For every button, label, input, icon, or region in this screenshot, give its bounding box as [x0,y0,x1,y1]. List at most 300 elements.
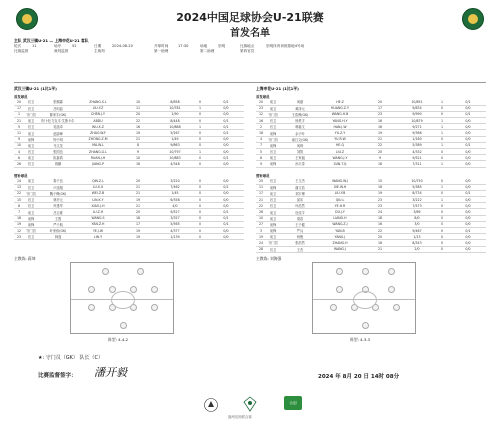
away-starters-label: 首发球员 [256,95,270,99]
player-cell: 何湛 [280,99,320,105]
player-cell: 0/0 [450,130,486,136]
sheet-title: 首发名单 [230,28,270,39]
player-cell: 前锋 [266,161,280,167]
player-cell: HE.Q [320,142,360,148]
player-cell: 18 [14,215,24,221]
player-row [14,234,244,240]
player-cell: 0/0 [450,105,486,111]
info-value: 崇明 [218,44,226,48]
player-cell: QIU.L [320,197,360,203]
info-value [32,49,54,54]
player-cell: 1 [434,118,450,124]
player-cell: 后卫 [266,197,280,203]
player-cell: 7/311 [400,161,434,167]
player-cell: 0 [434,203,450,209]
player-cell: 后卫 [266,124,280,130]
player-cell: 0 [434,234,450,240]
info-value: 52 [72,44,77,48]
player-cell: 0 [434,209,450,215]
player-cell: 王杰 [280,246,320,252]
player-cell: 9 [14,136,24,142]
player-cell: 16 [360,118,400,124]
player-cell: 0 [434,111,450,117]
player-cell: 19 [118,130,158,136]
player-cell: 16 [360,184,400,190]
info-value [72,49,94,54]
player-cell: 5/267 [158,130,192,136]
player-cell: 1/139 [158,234,192,240]
player-cell: 0/1 [450,190,486,196]
player-cell: 13 [14,184,24,190]
player-cell: LU.Z.H [78,209,118,215]
player-cell: 23 [14,234,24,240]
player-cell: 0 [434,155,450,161]
player-cell: 8/734 [400,190,434,196]
player-cell: 3/222 [400,197,434,203]
player-cell: YAN.Z.H [78,221,118,227]
player-cell: 守门员 [266,136,280,142]
home-formation-pitch [70,262,174,334]
home-subs-table [14,178,244,240]
player-cell: 20 [360,149,400,155]
player-row [14,161,244,167]
player-cell: 1/160 [400,136,434,142]
player-cell: YE.J.W [78,228,118,234]
player-cell: 0/1 [450,142,486,148]
player-cell: 阿卜杜力克木·艾斯卡尔 [38,118,78,124]
player-cell: 21 [118,136,158,142]
player-row [256,246,486,252]
player-cell: 0 [192,190,208,196]
player-cell: 21 [118,203,158,209]
player-cell: 前卫 [24,130,38,136]
player-cell: 0/0 [450,184,486,190]
player-cell: 0 [192,155,208,161]
player-cell: 后卫 [24,203,38,209]
player-cell: 19 [118,234,158,240]
player-cell: 9/521 [400,155,434,161]
player-cell: 6 [14,155,24,161]
player-cell: 1 [434,124,450,130]
player-cell: 前锋 [266,228,280,234]
player-cell: 0/1 [208,221,244,227]
formation-player-marker [109,304,116,311]
player-cell: 吴旭卓 [38,124,78,130]
player-cell: 11 [118,105,158,111]
player-cell: 0 [192,118,208,124]
player-cell: 0 [192,209,208,215]
player-cell: 俞日文(GK) [280,136,320,142]
info-value: 崇明体育训练基地4号场 [266,44,305,48]
player-cell: 后卫 [24,124,38,130]
player-cell: 2 [256,124,266,130]
player-cell: 0/0 [450,155,486,161]
player-cell: LIU.Z [320,149,360,155]
player-cell: 前卫 [266,155,280,161]
player-cell: 前卫 [266,209,280,215]
player-cell: 前卫 [24,118,38,124]
player-cell: 1 [434,99,450,105]
player-cell: 3 [256,228,266,234]
player-cell: 10/781 [158,105,192,111]
player-cell: 17 [360,105,400,111]
formation-player-marker [151,286,158,293]
player-cell: 7/462 [158,184,192,190]
formation-player-marker [362,286,369,293]
info-label: 开球时间 [154,44,169,48]
player-cell: YANG.J [320,234,360,240]
info-value [218,49,240,54]
player-cell: 9/863 [158,142,192,148]
home-team-name: 武汉三镇U-21 [14,86,40,91]
player-cell: 杜佳宇 [280,209,320,215]
player-cell: 0/0 [450,136,486,142]
player-cell: MA.W.L [78,142,118,148]
info-label: 比赛地点 [240,44,255,48]
player-cell: 9/467 [400,228,434,234]
player-cell: 0/0 [208,228,244,234]
player-cell: 0/0 [450,215,486,221]
player-cell: 0 [192,142,208,148]
player-cell: YU.Z.Y [320,130,360,136]
player-cell: 26 [14,161,24,167]
player-cell: 守门员 [266,111,280,117]
player-cell: 4/377 [158,228,192,234]
player-cell: 3/0 [400,221,434,227]
player-cell: 0/1 [208,130,244,136]
info-label: 比赛监督 [14,49,29,54]
player-cell: 17 [14,105,24,111]
player-cell: 0 [192,161,208,167]
player-cell: 3/89 [400,209,434,215]
player-cell: 0/1 [208,184,244,190]
player-cell: ZHANG.G.L [78,149,118,155]
player-cell: 1 [434,142,450,148]
player-cell: 24 [256,240,266,246]
away-team-score: 1比1平 [284,86,298,91]
player-cell: RUAN.J.H [78,155,118,161]
player-cell: 后卫 [266,149,280,155]
player-cell: 0/0 [208,203,244,209]
player-cell: 0 [434,215,450,221]
player-cell: 20 [118,209,158,215]
player-cell: 8/858 [158,99,192,105]
player-cell: 韩嘉文 [280,124,320,130]
player-cell: 0/0 [450,178,486,184]
info-value [266,49,486,54]
player-cell: 5 [256,149,266,155]
player-cell: WANG.W.J [320,178,360,184]
player-cell: 10/883 [158,155,192,161]
player-cell: 林逸 [38,234,78,240]
player-cell: 16 [118,124,158,130]
player-cell: 4 [256,136,266,142]
formation-player-marker [330,304,337,311]
player-cell: 0/0 [208,136,244,142]
player-cell: 16 [256,118,266,124]
player-cell: 0/1 [208,215,244,221]
divider [14,82,486,83]
player-cell: JIANG.P [78,161,118,167]
player-cell: 守门员 [24,190,38,196]
player-cell: QIN.Z.L [78,178,118,184]
player-cell: 14 [14,178,24,184]
player-cell: 前锋 [266,142,280,148]
player-cell: 0/0 [450,118,486,124]
player-cell: 0/0 [450,124,486,130]
player-cell: 18 [118,215,158,221]
player-cell: 0 [192,136,208,142]
player-cell: 21 [256,197,266,203]
formation-player-marker [130,304,137,311]
formation-player-marker [351,304,358,311]
info-label: 场地 [200,44,208,48]
player-cell: 24 [360,209,400,215]
player-row [256,161,486,167]
player-cell: 0 [434,240,450,246]
player-cell: ZHANG.S.L [78,99,118,105]
player-cell: 1/13 [400,234,434,240]
player-cell: YAN.B [320,228,360,234]
player-cell: 21 [360,246,400,252]
player-cell: 梁浩 [280,215,320,221]
info-label: 第一助理 [154,49,169,54]
home-starters-label: 首发球员 [14,95,28,99]
player-cell: 肖建华 [38,203,78,209]
player-cell: 21 [14,118,24,124]
player-cell: 16 [360,221,400,227]
player-cell: 6/358 [158,197,192,203]
player-cell: 3/327 [158,215,192,221]
player-cell: 前卫 [24,155,38,161]
player-cell: 吕志豪 [38,209,78,215]
formation-player-marker [388,268,395,275]
player-cell: 8/448 [158,118,192,124]
player-cell: 前锋 [24,221,38,227]
match-info-grid [14,44,486,55]
player-cell: 8 [14,203,24,209]
player-cell: 张顺霖 [38,99,78,105]
player-cell: 王子健 [280,221,320,227]
player-cell: 前锋 [266,184,280,190]
formation-player-marker [362,322,369,329]
formation-player-marker [388,286,395,293]
player-cell: 守门员 [24,228,38,234]
away-formation-pitch [312,262,416,334]
player-cell: 9/834 [400,105,434,111]
formation-player-marker [393,304,400,311]
info-value: 17:30 [178,44,189,48]
player-cell: SUN.T.Q [320,161,360,167]
player-cell: 0 [434,178,450,184]
formation-player-marker [362,268,369,275]
player-cell: 0/1 [208,155,244,161]
player-cell: 0 [434,228,450,234]
player-cell: 0 [192,111,208,117]
player-cell: 前锋 [24,215,38,221]
player-cell: 孙天奇 [280,161,320,167]
player-cell: 5/565 [158,221,192,227]
player-cell: 0/0 [208,178,244,184]
player-cell: 后卫 [266,178,280,184]
player-cell: 1/49 [158,136,192,142]
formation-player-marker [151,304,158,311]
player-cell: 17 [256,190,266,196]
player-cell: 蒋鹏 [38,161,78,167]
player-cell: 0/0 [450,161,486,167]
sponsor-emblem-icon [226,396,274,412]
player-cell: 19 [118,197,158,203]
home-team-header: 武汉三镇U-21 (1比1平) [14,86,57,91]
player-cell: 0/1 [208,118,244,124]
formation-player-marker [120,322,127,329]
player-cell: 10 [118,99,158,105]
player-cell: 12 [14,228,24,234]
info-label: 场序 [54,44,62,48]
player-cell: 7 [256,142,266,148]
player-cell: 钟子明 [38,136,78,142]
player-cell: 0 [192,228,208,234]
info-label: 第四官员 [240,49,255,54]
player-cell: 4/348 [158,161,192,167]
player-cell: 叶浩然 [280,203,320,209]
player-cell: 张国良 [38,149,78,155]
player-cell: 10/879 [400,118,434,124]
player-cell: DU.J.Y [320,209,360,215]
player-cell: YU.R.W [320,136,360,142]
home-starters-table [14,99,244,168]
player-cell: 9/990 [400,111,434,117]
player-cell: 22 [360,228,400,234]
player-cell: 1 [192,124,208,130]
player-cell: 后卫 [24,234,38,240]
player-cell: 22 [256,203,266,209]
player-cell: 1/90 [158,111,192,117]
player-cell: 张浩然 [280,240,320,246]
player-cell: 1 [434,184,450,190]
league-title: 2024中国足球协会U-21联赛 [176,11,324,24]
player-cell: 23 [256,105,266,111]
player-cell: 前卫 [24,142,38,148]
player-cell: 23 [360,111,400,117]
player-cell: HUANG.Z.Y [320,105,360,111]
player-cell: 0/0 [208,105,244,111]
player-cell: 王家毅 [280,155,320,161]
captain-legend: ★: 守门员（GK） 队长（C） [38,355,103,361]
player-cell: WEI.Z.B [78,190,118,196]
player-cell: 18 [360,215,400,221]
player-cell: LIN.K.Y [78,197,118,203]
player-cell: 7 [14,209,24,215]
player-cell: 7/573 [400,203,434,209]
player-cell: 0/1 [208,209,244,215]
player-cell: 9/271 [400,124,434,130]
player-cell: 前锋 [266,130,280,136]
player-cell: 10 [256,215,266,221]
player-cell: 1 [192,149,208,155]
player-cell: 0/1 [450,228,486,234]
player-cell: 21 [118,184,158,190]
player-cell: 20 [118,178,158,184]
formation-player-marker [372,304,379,311]
player-cell: 21 [118,190,158,196]
player-cell: 25 [256,178,266,184]
info-value [112,49,154,54]
player-cell: 16 [118,161,158,167]
player-cell: 谢文浩 [280,184,320,190]
player-cell: 阮嘉鸿 [38,155,78,161]
formation-player-marker [336,268,343,275]
player-cell: 0/0 [450,221,486,227]
player-cell: 17 [118,221,158,227]
player-cell: 0 [434,136,450,142]
player-cell: 0/0 [450,234,486,240]
player-cell: XIAO.J.H [78,203,118,209]
info-value: 2024-08-20 [112,44,133,48]
player-cell: 前卫 [266,215,280,221]
player-cell: 1 [192,105,208,111]
player-cell: 18 [256,130,266,136]
player-cell: 0/0 [208,190,244,196]
player-cell: 8 [118,142,158,148]
player-cell: 5/385 [400,184,434,190]
player-cell: 秦子良 [38,178,78,184]
player-cell: 15 [14,197,24,203]
player-cell: 刘智 [280,149,320,155]
formation-player-marker [109,286,116,293]
player-cell: 后卫 [266,246,280,252]
player-cell: 后卫 [24,99,38,105]
player-cell: 后卫 [24,105,38,111]
player-cell: 王文杰 [280,178,320,184]
player-cell: 0/0 [208,142,244,148]
brand-badge: 合创 [284,396,302,410]
player-cell: 严子航 [38,221,78,227]
formation-player-marker [88,304,95,311]
player-cell: 1 [434,197,450,203]
player-cell: 0 [434,149,450,155]
player-cell: LIU.Y.Z [78,105,118,111]
player-cell: 2/0 [400,246,434,252]
player-cell: 后卫 [24,184,38,190]
player-cell: 0 [434,221,450,227]
player-cell: 魏子博(GK) [38,190,78,196]
player-cell: 19 [256,234,266,240]
player-cell: 9 [256,161,266,167]
info-label: 轮次 [14,44,22,48]
player-cell: 0/0 [208,111,244,117]
player-cell: 吕昀喆 [38,105,78,111]
player-cell: 8 [256,155,266,161]
player-cell: 前锋 [24,136,38,142]
player-cell: WANG.J.Y [320,155,360,161]
player-cell: 后卫 [24,149,38,155]
info-value: 11 [32,44,37,48]
player-cell: 前卫 [266,99,280,105]
player-cell: WU.X.Z [78,124,118,130]
player-cell: 0/1 [208,99,244,105]
player-cell: 0 [192,184,208,190]
player-cell: LIN.Y [78,234,118,240]
player-cell: 16 [360,124,400,130]
player-cell: 12 [256,111,266,117]
player-cell: 4 [14,149,24,155]
player-cell: 5/389 [400,142,434,148]
player-cell: HE.Z [320,99,360,105]
player-cell: CHEN.J.Y [78,111,118,117]
player-cell: 4/0 [158,203,192,209]
player-cell: LU.X.X [78,184,118,190]
